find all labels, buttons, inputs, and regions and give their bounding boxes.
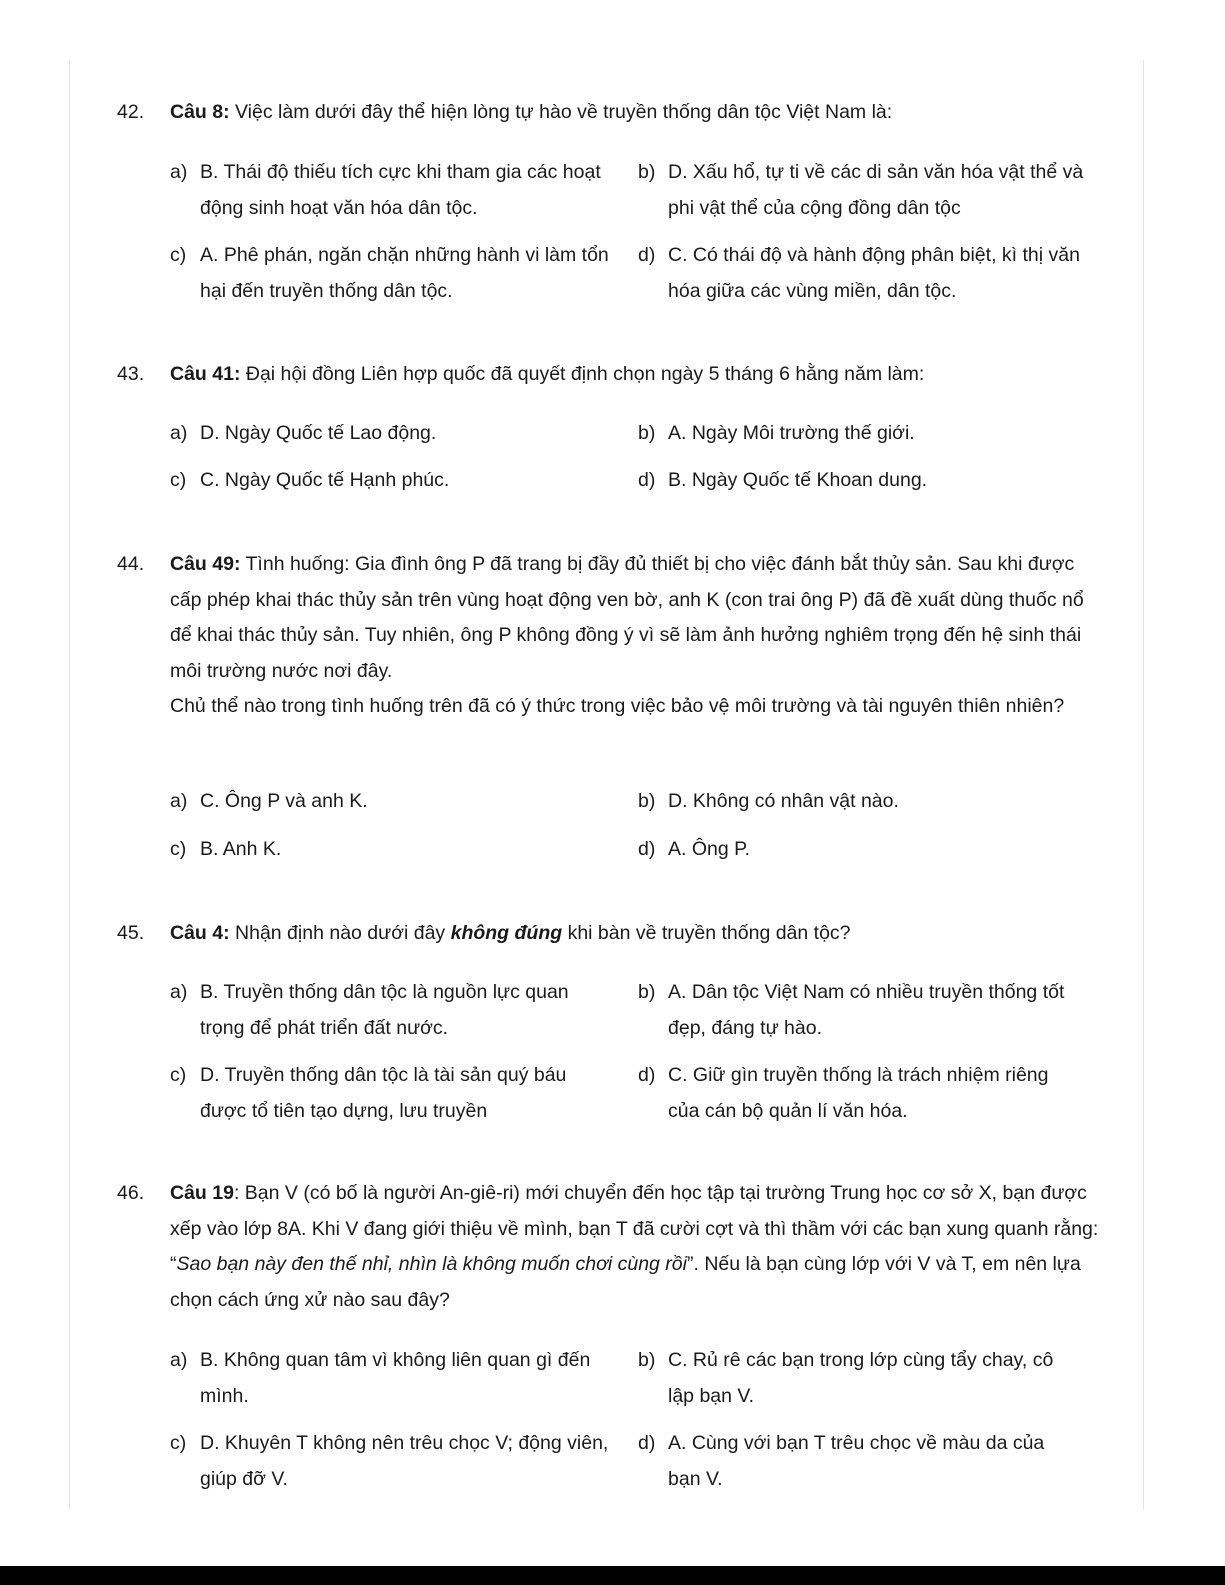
page-margin-line-right (1143, 60, 1144, 1510)
option-b[interactable]: b) D. Xấu hổ, tự ti về các di sản văn hóa vật thể và phi vật thể của cộng đồng dân tộc (638, 161, 1084, 219)
option-c[interactable]: c) C. Ngày Quốc tế Hạnh phúc. (170, 469, 450, 491)
question-prompt: Chủ thể nào trong tình huống trên đã có ý thức trong việc bảo vệ môi trường và tài nguyên thiên nhiên? (170, 695, 1065, 717)
option-c[interactable]: c) A. Phê phán, ngăn chặn những hành vi làm tổn hại đến truyền thống dân tộc. (170, 244, 609, 302)
emphasis-text: không đúng (450, 922, 563, 944)
option-a[interactable]: a) D. Ngày Quốc tế Lao động. (170, 422, 437, 444)
question-label: Câu 41: (170, 363, 241, 385)
option-b[interactable]: b) A. Dân tộc Việt Nam có nhiều truyền thống tốt đẹp, đáng tự hào. (638, 981, 1065, 1039)
option-b[interactable]: b) A. Ngày Môi trường thế giới. (638, 422, 915, 444)
option-a[interactable]: a) C. Ông P và anh K. (170, 790, 368, 812)
option-b[interactable]: b) C. Rủ rê các bạn trong lớp cùng tẩy chay, cô lập bạn V. (638, 1349, 1054, 1407)
question-label: Câu 4: (170, 922, 230, 944)
question-text: Câu 4: Nhận định nào dưới đây không đúng khi bàn về truyền thống dân tộc? (170, 922, 851, 944)
question-number: 42. (117, 101, 145, 123)
question-label: Câu 8: (170, 101, 230, 123)
option-a[interactable]: a) B. Thái độ thiếu tích cực khi tham gia các hoạt động sinh hoạt văn hóa dân tộc. (170, 161, 601, 219)
question-text: Câu 8: Việc làm dưới đây thể hiện lòng tự hào về truyền thống dân tộc Việt Nam là: (170, 101, 893, 123)
option-a[interactable]: a) B. Truyền thống dân tộc là nguồn lực quan trọng để phát triển đất nước. (170, 981, 569, 1039)
option-c[interactable]: c) B. Anh K. (170, 838, 282, 860)
page-margin-line-left (69, 60, 70, 1510)
option-d[interactable]: d) C. Giữ gìn truyền thống là trách nhiệm riêng của cán bộ quản lí văn hóa. (638, 1064, 1049, 1122)
question-text: Câu 19: Bạn V (có bố là người An-giê-ri) mới chuyển đến học tập tại trường Trung học cơ sở X, bạn được xếp vào lớp 8A. Khi V đang giới thiệu về mình, bạn T đã cười cợt và thì thầm với các bạn xung quanh rằng: “Sao bạn này đen thế nhỉ, nhìn là không muốn chơi cùng rồi”. Nếu là bạn cùng lớp với V và T, em nên lựa chọn cách ứng xử nào sau đây? (170, 1182, 1099, 1311)
question-text: Câu 41: Đại hội đồng Liên hợp quốc đã quyết định chọn ngày 5 tháng 6 hằng năm làm: (170, 363, 925, 385)
question-number: 43. (117, 363, 145, 385)
question-number: 46. (117, 1182, 145, 1204)
option-b[interactable]: b) D. Không có nhân vật nào. (638, 790, 899, 812)
bottom-black-bar (0, 1566, 1225, 1585)
quote-text: Sao bạn này đen thế nhỉ, nhìn là không muốn chơi cùng rồi (176, 1253, 687, 1275)
question-number: 44. (117, 553, 145, 575)
option-c[interactable]: c) D. Khuyên T không nên trêu chọc V; động viên, giúp đỡ V. (170, 1432, 609, 1490)
option-d[interactable]: d) A. Ông P. (638, 838, 751, 860)
option-c[interactable]: c) D. Truyền thống dân tộc là tài sản quý báu được tổ tiên tạo dựng, lưu truyền (170, 1064, 567, 1122)
question-label: Câu 49: (170, 553, 241, 575)
option-d[interactable]: d) A. Cùng với bạn T trêu chọc về màu da của bạn V. (638, 1432, 1045, 1490)
option-d[interactable]: d) C. Có thái độ và hành động phân biệt, kì thị văn hóa giữa các vùng miền, dân tộc. (638, 244, 1080, 302)
option-a[interactable]: a) B. Không quan tâm vì không liên quan gì đến mình. (170, 1349, 591, 1407)
question-label: Câu 19 (170, 1182, 234, 1204)
question-number: 45. (117, 922, 145, 944)
option-d[interactable]: d) B. Ngày Quốc tế Khoan dung. (638, 469, 928, 491)
question-text: Câu 49: Tình huống: Gia đình ông P đã trang bị đầy đủ thiết bị cho việc đánh bắt thủy sản. Sau khi được cấp phép khai thác thủy sản trên vùng hoạt động ven bờ, anh K (con trai ông P) đã đề xuất dùng thuốc nổ để khai thác thủy sản. Tuy nhiên, ông P không đồng ý vì sẽ làm ảnh hưởng nghiêm trọng đến hệ sinh thái môi trường nước nơi đây. Chủ thể nào trong tình huống trên đã có ý thức trong việc bảo vệ môi trường và tài nguyên thiên nhiên? (170, 547, 1105, 725)
